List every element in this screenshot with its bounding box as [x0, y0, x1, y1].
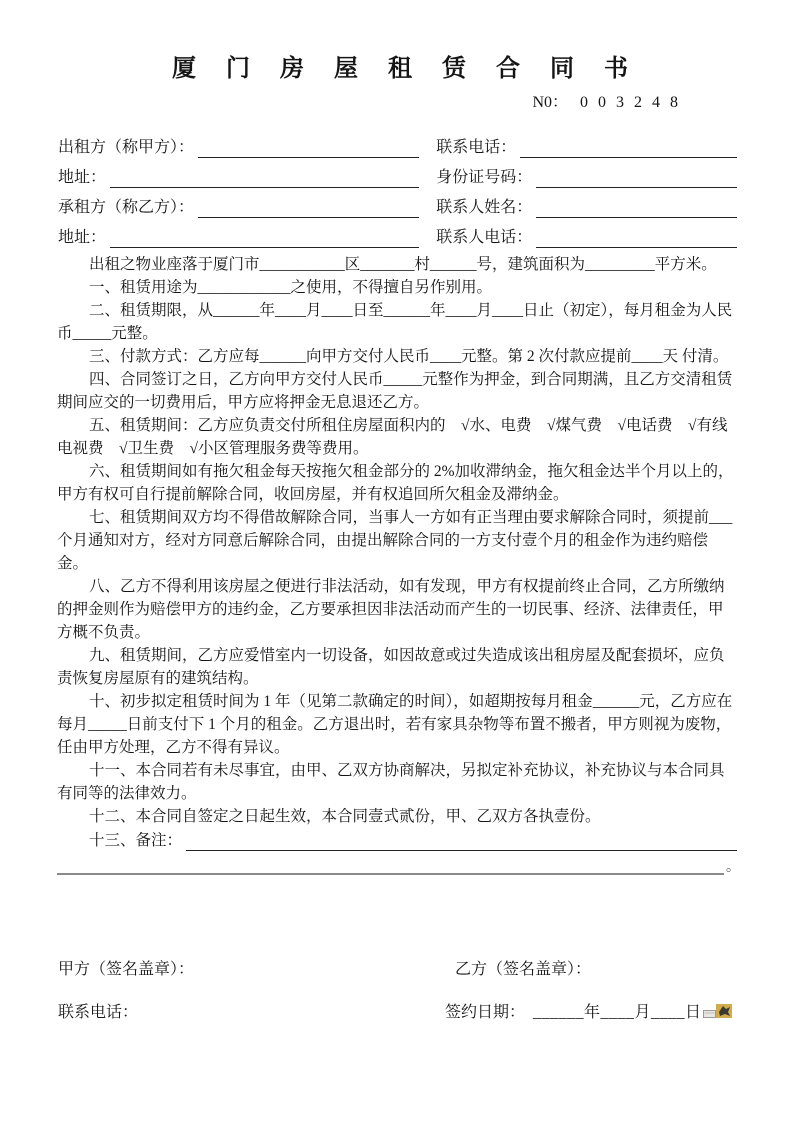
contract-clause: 出租之物业座落于厦门市___________区_______村______号，建筑面积为_________平方米。: [89, 256, 717, 273]
remarks-row: [57, 828, 737, 851]
field-label-right: 联系电话：: [436, 139, 517, 156]
signature-row-parties: [58, 959, 740, 981]
party-a-label: 甲方（签名盖章）：: [58, 961, 195, 978]
doc-number: [0, 92, 688, 114]
contract-clause: 五、租赁期间：乙方应负责交付所租住房屋面积内的 √水、电费 √煤气费 √电话费 √有线电视费 √卫生费 √小区管理服务费等费用。: [57, 417, 728, 457]
sign-date-label: 签约日期：: [445, 1004, 526, 1021]
field-label-right: 联系人电话：: [436, 229, 533, 246]
clause-list: [57, 253, 737, 828]
fullstop-mark: 。: [726, 860, 740, 875]
contract-clause: 十、初步拟定租赁时间为 1 年（见第二款确定的时间），如超期按每月租金______元，乙方应在每月_____日前支付下 1 个月的租金。乙方退出时，若有家具杂物等布置不搬者，甲方则视为废物，任由甲方处理，乙方不得有异议。: [57, 693, 733, 756]
doc-number-value: 003248: [580, 94, 688, 111]
field-row: [58, 128, 737, 158]
field-label-left: 地址：: [58, 169, 107, 186]
contract-clause: 三、付款方式：乙方应每______向甲方交付人民币____元整。第 2 次付款应提前____天 付清。: [89, 348, 729, 365]
contract-clause: 九、租赁期间，乙方应爱惜室内一切设备，如因故意或过失造成该出租房屋及配套损坏，应负责恢复房屋原有的建筑结构。: [57, 647, 725, 687]
field-row: [58, 218, 737, 248]
contract-clause: 八、乙方不得利用该房屋之便进行非法活动，如有发现，甲方有权提前终止合同，乙方所缴纳的押金则作为赔偿甲方的违约金，乙方要承担因非法活动而产生的一切民事、经济、法律责任，甲方概不负责。: [57, 578, 725, 641]
blank-underline: [198, 198, 419, 218]
sign-date-blanks: ______年____月____日: [533, 1004, 702, 1021]
embedded-image-artifact: [703, 1003, 733, 1026]
field-label-right: 身份证号码：: [436, 169, 533, 186]
remarks-label: 十三、备注：: [89, 832, 183, 849]
remarks-continuation: [57, 862, 740, 875]
signature-row-date: [58, 1002, 740, 1026]
field-label-left: 出租方（称甲方）：: [58, 139, 195, 156]
doc-number-label: N0：: [532, 94, 568, 111]
contract-clause: 七、租赁期间双方均不得借故解除合同，当事人一方如有正当理由要求解除合同时，须提前___个月通知对方，经对方同意后解除合同，由提出解除合同的一方支付壹个月的租金作为违约赔偿金。: [57, 509, 733, 572]
party-b-label: 乙方（签名盖章）：: [455, 961, 592, 978]
blank-underline: [536, 198, 737, 218]
contract-clause: 十一、本合同若有未尽事宜，由甲、乙双方协商解决，另拟定补充协议，补充协议与本合同具有同等的法律效力。: [57, 762, 725, 802]
field-row: [58, 158, 737, 188]
blank-underline: [110, 168, 419, 188]
page-title: 厦 门 房 屋 租 赁 合 同 书: [172, 56, 640, 82]
contract-clause: 二、租赁期限，从______年____月____日至______年____月____日止（初定），每月租金为人民币_____元整。: [57, 302, 733, 342]
header-fields: [58, 128, 737, 248]
field-label-left: 地址：: [58, 229, 107, 246]
contract-clause: 十二、本合同自签定之日起生效，本合同壹式贰份，甲、乙双方各执壹份。: [89, 808, 601, 825]
field-label-right: 联系人姓名：: [436, 199, 533, 216]
contract-clause: 一、租赁用途为____________之使用，不得擅自另作别用。: [89, 279, 493, 296]
signature-section: [58, 959, 740, 1026]
remarks-blank-underline: [186, 833, 737, 851]
contact-phone-label: 联系电话：: [58, 1004, 139, 1021]
blank-underline: [110, 228, 419, 248]
remarks-continuation-line: [57, 864, 724, 875]
contract-clause: 四、合同签订之日，乙方向甲方交付人民币_____元整作为押金，到合同期满，且乙方交清租赁期间应交的一切费用后，甲方应将押金无息退还乙方。: [57, 371, 733, 411]
blank-underline: [520, 138, 737, 158]
blank-underline: [536, 228, 737, 248]
blank-underline: [198, 138, 419, 158]
field-row: [58, 188, 737, 218]
field-label-left: 承租方（称乙方）：: [58, 199, 195, 216]
contract-clause: 六、租赁期间如有拖欠租金每天按拖欠租金部分的 2%加收滞纳金，拖欠租金达半个月以上的，甲方有权可自行提前解除合同，收回房屋，并有权追回所欠租金及滞纳金。: [57, 463, 734, 503]
blank-underline: [536, 168, 737, 188]
